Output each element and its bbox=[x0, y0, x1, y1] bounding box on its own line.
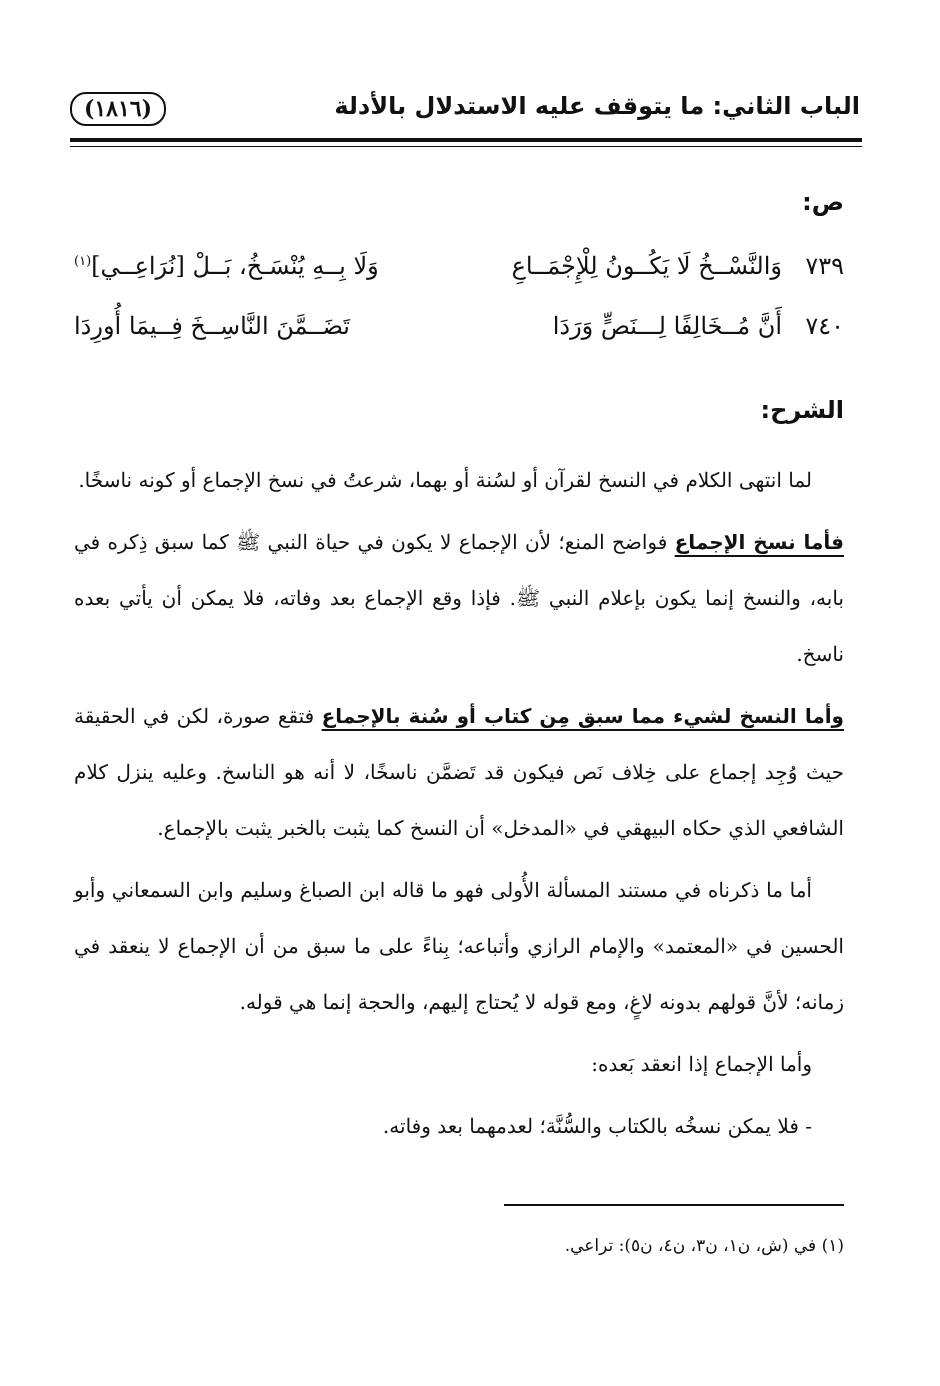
header-rule-thin bbox=[70, 146, 862, 147]
commentary-body bbox=[74, 452, 844, 1160]
bold-lead: وأما النسخ لشيء مما سبق مِن كتاب أو سُنة بالإجماع bbox=[321, 704, 844, 728]
verse-number: ٧٤٠ bbox=[805, 312, 844, 340]
paragraph: لما انتهى الكلام في النسخ لقرآن أو لسُنة أو بهما، شرعتُ في نسخ الإجماع أو كونه ناسخًا. bbox=[78, 468, 812, 492]
paragraph: وأما الإجماع إذا انعقد بَعده: bbox=[591, 1052, 812, 1076]
footnote-ref: (١) bbox=[74, 254, 92, 269]
verse-second-hemistich-text: وَلَا بِــهِ يُنْسَـخُ، بَــلْ [نُرَاعِــي] bbox=[91, 252, 379, 280]
footnote: (١) في (ش، ن١، ن٣، ن٤، ن٥): تراعي. bbox=[564, 1236, 844, 1256]
verse-number: ٧٣٩ bbox=[805, 252, 844, 280]
paragraph bbox=[74, 514, 844, 682]
verse-second-hemistich: تَضَــمَّنَ النَّاسِــخَ فِــيمَا أُورِدَا bbox=[74, 312, 350, 340]
verse-second-hemistich bbox=[74, 252, 379, 280]
paragraph-text: فواضح المنع؛ لأن الإجماع لا يكون في حياة النبي ﷺ كما سبق ذِكره في بابه، والنسخ إنما يكون بإعلام النبي ﷺ. فإذا وقع الإجماع بعد وفاته، فلا يمكن أن يأتي بعده ناسخ. bbox=[74, 530, 844, 666]
footnote-separator bbox=[504, 1204, 844, 1206]
paragraph: أما ما ذكرناه في مستند المسألة الأُولى فهو ما قاله ابن الصباغ وسليم وابن السمعاني وأبو الحسين في «المعتمد» والإمام الرازي وأتباعه؛ بِناءً على ما سبق من أن الإجماع لا ينعقد في زمانه؛ لأنَّ قولهم بدونه لاغٍ، ومع قوله لا يُحتاج إليهم، والحجة إنما هي قوله. bbox=[74, 878, 844, 1014]
page-header bbox=[70, 88, 860, 132]
paragraph-text: فتقع صورة، لكن في الحقيقة حيث وُجِد إجماع على خِلاف نَص فيكون قد تَضمَّن ناسخًا، لا أنه هو الناسخ. وعليه ينزل كلام الشافعي الذي حكاه البيهقي في «المدخل» أن النسخ كما يثبت بالخبر يثبت بالإجماع. bbox=[74, 704, 844, 840]
paragraph: - فلا يمكن نسخُه بالكتاب والسُّنَّة؛ لعدمهما بعد وفاته. bbox=[382, 1114, 812, 1138]
commentary-section-label: الشرح: bbox=[760, 396, 844, 424]
verse-line bbox=[74, 312, 844, 356]
bold-lead: فأما نسخ الإجماع bbox=[674, 530, 844, 554]
page-number: (١٨١٦) bbox=[70, 92, 166, 126]
text-section-label: ص: bbox=[802, 188, 844, 216]
paragraph bbox=[74, 688, 844, 856]
chapter-title: الباب الثاني: ما يتوقف عليه الاستدلال بالأدلة bbox=[334, 92, 860, 120]
verse-first-hemistich: أَنَّ مُــخَالِفًا لِـــنَصٍّ وَرَدَا bbox=[552, 312, 782, 340]
verse-first-hemistich: وَالنَّسْــخُ لَا يَكُــونُ لِلْإِجْمَــاعِ bbox=[511, 252, 782, 280]
verse-line bbox=[74, 252, 844, 296]
header-rule-thick bbox=[70, 138, 862, 142]
